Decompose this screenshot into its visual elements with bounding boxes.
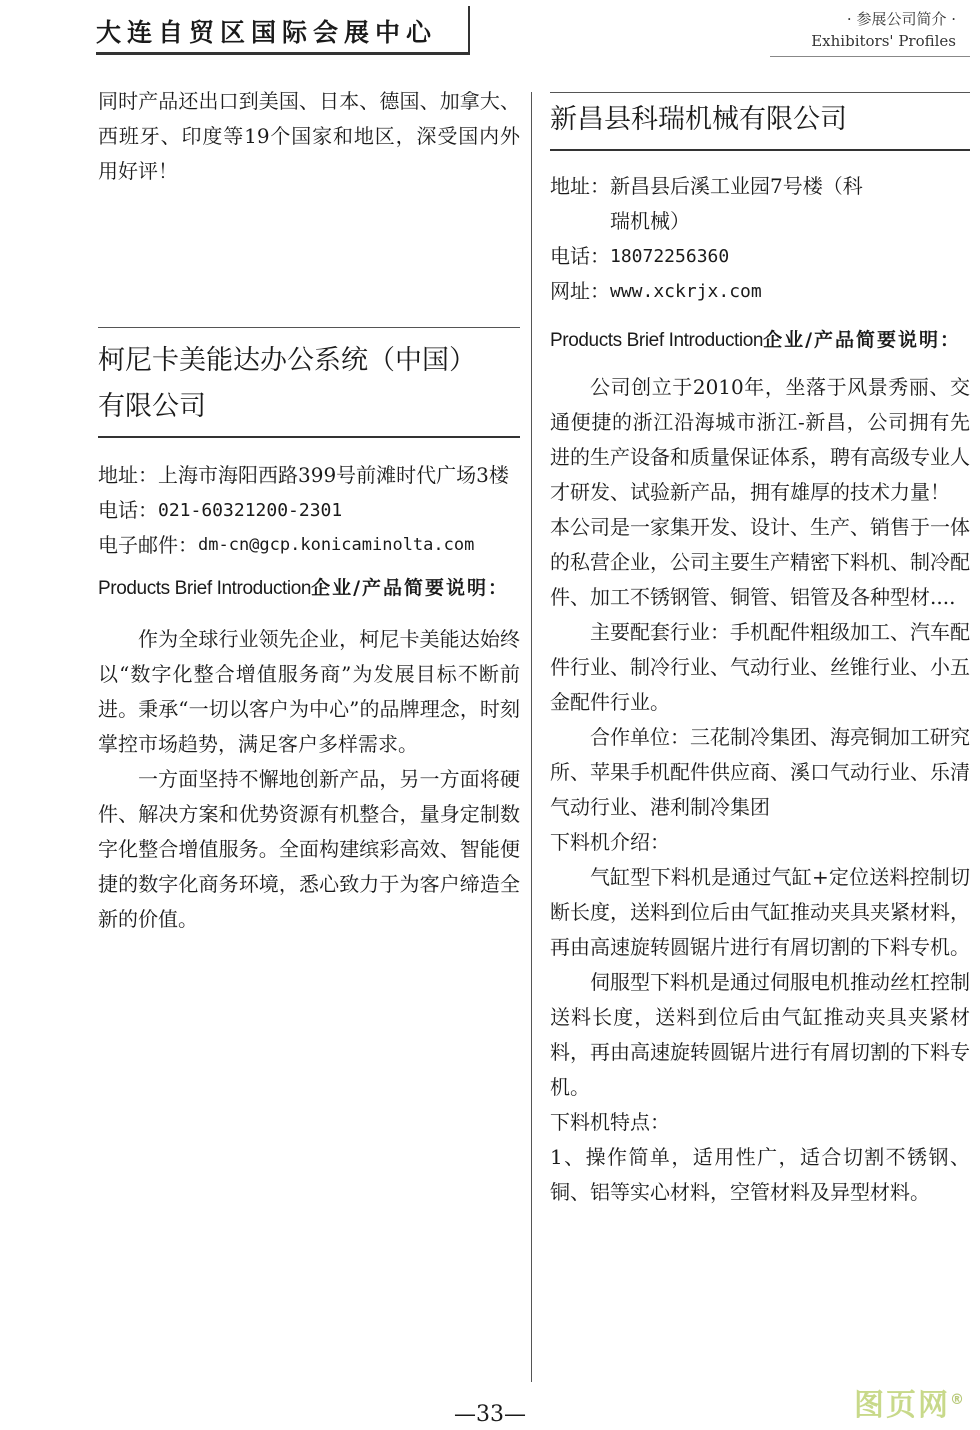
section-label: [811, 8, 956, 52]
subheading-cutter-features: 下料机特点：: [550, 1110, 670, 1134]
products-brief-heading-cn: 企业/产品简要说明：: [763, 329, 962, 351]
email-row: [98, 528, 520, 563]
header-rule: [96, 52, 470, 55]
watermark-text: 图页网: [854, 1388, 950, 1423]
publication-title: 大连自贸区国际会展中心: [96, 18, 438, 47]
products-brief-heading: [98, 573, 520, 604]
products-brief-heading-en: Products Brief Introduction: [98, 578, 312, 599]
intro-paragraph-2: 本公司是一家集开发、设计、生产、销售于一体的私营企业，公司主要生产精密下料机、制冷配件、加工不锈钢管、铜管、铝管及各种型材....: [550, 515, 970, 609]
email-label: 电子邮件：: [98, 533, 198, 557]
registered-mark-icon: ®: [950, 1392, 966, 1408]
phone-label: 电话：: [550, 244, 610, 268]
products-brief-heading-cn: 企业/产品简要说明：: [311, 577, 510, 599]
address-value: 新昌县后溪工业园7号楼（科瑞机械）: [610, 174, 863, 233]
section-label-cn: · 参展公司简介 ·: [846, 10, 956, 28]
address-label: 地址：: [550, 174, 610, 198]
column-divider: [531, 92, 532, 1382]
intro-paragraph-1: 作为全球行业领先企业，柯尼卡美能达始终以“数字化整合增值服务商”为发展目标不断前进。秉承“一切以客户为中心”的品牌理念，时刻掌控市场趋势，满足客户多样需求。: [98, 627, 520, 756]
address-row: [550, 169, 970, 239]
feature-item-1: 1、操作简单，适用性广，适合切割不锈钢、铜、铝等实心材料，空管材料及异型材料。: [550, 1145, 970, 1204]
products-brief-heading-en: Products Brief Introduction: [550, 330, 764, 351]
address-value: 上海市海阳西路399号前滩时代广场3楼: [158, 463, 509, 487]
address-row: [98, 458, 520, 493]
email-value: dm-cn@gcp.konicaminolta.com: [198, 535, 475, 555]
left-column: [98, 84, 520, 937]
intro-paragraph-2: 一方面坚持不懈地创新产品，另一方面将硬件、解决方案和优势资源有机整合，量身定制数字化整合增值服务。全面构建缤彩高效、智能便捷的数字化商务环境，悉心致力于为客户缔造全新的价值。: [98, 767, 520, 931]
phone-value: 021-60321200-2301: [158, 500, 343, 521]
contact-info: [550, 169, 970, 309]
company-name-line2: 有限公司: [98, 391, 206, 422]
subheading-cutter-intro: 下料机介绍：: [550, 830, 670, 854]
web-row: [550, 274, 970, 309]
phone-value: 18072256360: [610, 246, 730, 267]
continued-paragraph: 同时产品还出口到美国、日本、德国、加拿大、西班牙、印度等19个国家和地区，深受国内外用好评！: [98, 89, 520, 183]
company-name: 新昌县科瑞机械有限公司: [550, 104, 847, 135]
intro-paragraph-3: 主要配套行业：手机配件粗级加工、汽车配件行业、制冷行业、气动行业、丝锥行业、小五金配件行业。: [550, 620, 970, 714]
intro-paragraph-1: 公司创立于2010年，坐落于风景秀丽、交通便捷的浙江沿海城市浙江-新昌，公司拥有先进的生产设备和质量保证体系，聘有高级专业人才研发、试验新产品，拥有雄厚的技术力量！: [550, 375, 970, 504]
section-label-rule: [770, 56, 970, 57]
company-name-line1: 柯尼卡美能达办公系统（中国）: [98, 345, 476, 376]
intro-paragraph-5: 气缸型下料机是通过气缸+定位送料控制切断长度，送料到位后由气缸推动夹具夹紧材料，再由高速旋转圆锯片进行有屑切割的下料专机。: [550, 865, 970, 959]
header-divider: [468, 6, 470, 54]
right-column: [550, 84, 970, 1210]
address-label: 地址：: [98, 463, 158, 487]
phone-label: 电话：: [98, 498, 158, 522]
section-label-en: Exhibitors' Profiles: [811, 32, 956, 50]
watermark-logo: [854, 1380, 966, 1424]
intro-paragraph-4: 合作单位：三花制冷集团、海亮铜加工研究所、苹果手机配件供应商、溪口气动行业、乐清气动行业、港利制冷集团: [550, 725, 970, 819]
products-brief-heading: [550, 325, 970, 356]
web-value: www.xckrjx.com: [610, 281, 762, 302]
phone-row: [550, 239, 970, 274]
page-number: —33—: [454, 1402, 526, 1427]
company-name: [98, 338, 520, 430]
contact-info: [98, 458, 520, 563]
phone-row: [98, 493, 520, 528]
intro-paragraph-6: 伺服型下料机是通过伺服电机推动丝杠控制送料长度，送料到位后由气缸推动夹具夹紧材料，再由高速旋转圆锯片进行有屑切割的下料专机。: [550, 970, 970, 1099]
web-label: 网址：: [550, 279, 610, 303]
